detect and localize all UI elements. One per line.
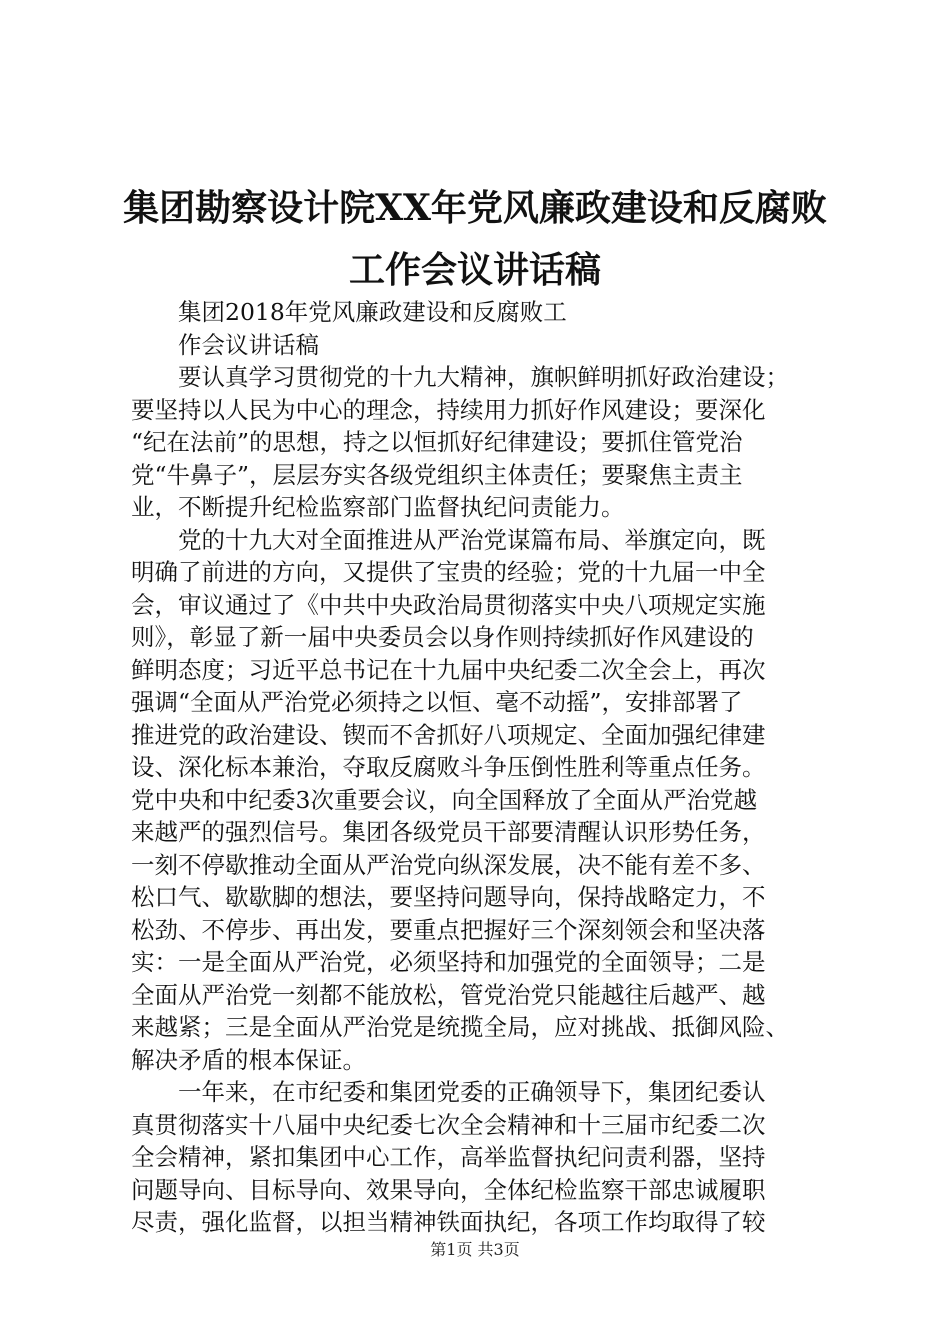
text-line: 党“牛鼻子”，层层夯实各级党组织主体责任；要聚焦主责主 — [131, 460, 743, 489]
text-line: 推进党的政治建设、锲而不舍抓好八项规定、全面加强纪律建 — [131, 720, 766, 749]
text-line: 要坚持以人民为中心的理念，持续用力抓好作风建设；要深化 — [131, 395, 766, 424]
text-line: 要认真学习贯彻党的十九大精神，旗帜鲜明抓好政治建设； — [178, 363, 789, 391]
document-title-line-1: 集团勘察设计院XX年党风廉政建设和反腐败 — [123, 187, 827, 229]
text-line: 一刻不停歇推动全面从严治党向纵深发展，决不能有差不多、 — [131, 850, 766, 879]
text-line: “纪在法前”的思想，持之以恒抓好纪律建设；要抓住管党治 — [131, 428, 743, 456]
text-line: 解决矛盾的根本保证。 — [131, 1045, 366, 1074]
text-line: 鲜明态度；习近平总书记在十九届中央纪委二次全会上，再次 — [131, 655, 766, 684]
text-line: 实：一是全面从严治党，必须坚持和加强党的全面领导；二是 — [131, 948, 766, 976]
text-line: 业，不断提升纪检监察部门监督执纪问责能力。 — [131, 493, 625, 521]
text-line: 来越紧；三是全面从严治党是统揽全局，应对挑战、抵御风险、 — [131, 1013, 789, 1041]
text-line: 则》，彰显了新一届中央委员会以身作则持续抓好作风建设的 — [131, 623, 754, 651]
text-line: 问题导向、目标导向、效果导向，全体纪检监察干部忠诚履职 — [131, 1175, 766, 1204]
text-line: 尽责，强化监督，以担当精神铁面执纪，各项工作均取得了较 — [131, 1208, 766, 1236]
subtitle-line-2: 作会议讲话稿 — [178, 330, 319, 359]
text-line: 真贯彻落实十八届中央纪委七次全会精神和十三届市纪委二次 — [131, 1110, 766, 1139]
subtitle-line-1: 集团2018年党风廉政建设和反腐败工 — [178, 298, 567, 326]
text-line: 全会精神，紧扣集团中心工作，高举监督执纪问责利器，坚持 — [131, 1143, 766, 1171]
document-title-line-2: 工作会议讲话稿 — [348, 249, 601, 291]
text-line: 来越严的强烈信号。集团各级党员干部要清醒认识形势任务， — [131, 818, 766, 846]
text-line: 党中央和中纪委3次重要会议，向全国释放了全面从严治党越 — [131, 785, 757, 814]
text-line: 会，审议通过了《中共中央政治局贯彻落实中央八项规定实施 — [131, 590, 766, 619]
text-line: 强调“全面从严治党必须持之以恒、毫不动摇”，安排部署了 — [131, 688, 743, 716]
text-line: 松口气、歇歇脚的想法，要坚持问题导向，保持战略定力，不 — [131, 883, 766, 911]
text-line: 全面从严治党一刻都不能放松，管党治党只能越往后越严、越 — [131, 980, 766, 1009]
text-line: 明确了前进的方向，又提供了宝贵的经验；党的十九届一中全 — [131, 558, 766, 586]
text-line: 党的十九大对全面推进从严治党谋篇布局、举旗定向，既 — [178, 525, 766, 554]
page-number-footer: 第1页 共3页 — [430, 1240, 520, 1259]
document-body — [131, 296, 851, 1239]
text-line: 设、深化标本兼治，夺取反腐败斗争压倒性胜利等重点任务。 — [131, 753, 766, 781]
text-line: 一年来，在市纪委和集团党委的正确领导下，集团纪委认 — [178, 1078, 766, 1106]
text-line: 松劲、不停步、再出发，要重点把握好三个深刻领会和坚决落 — [131, 915, 766, 944]
